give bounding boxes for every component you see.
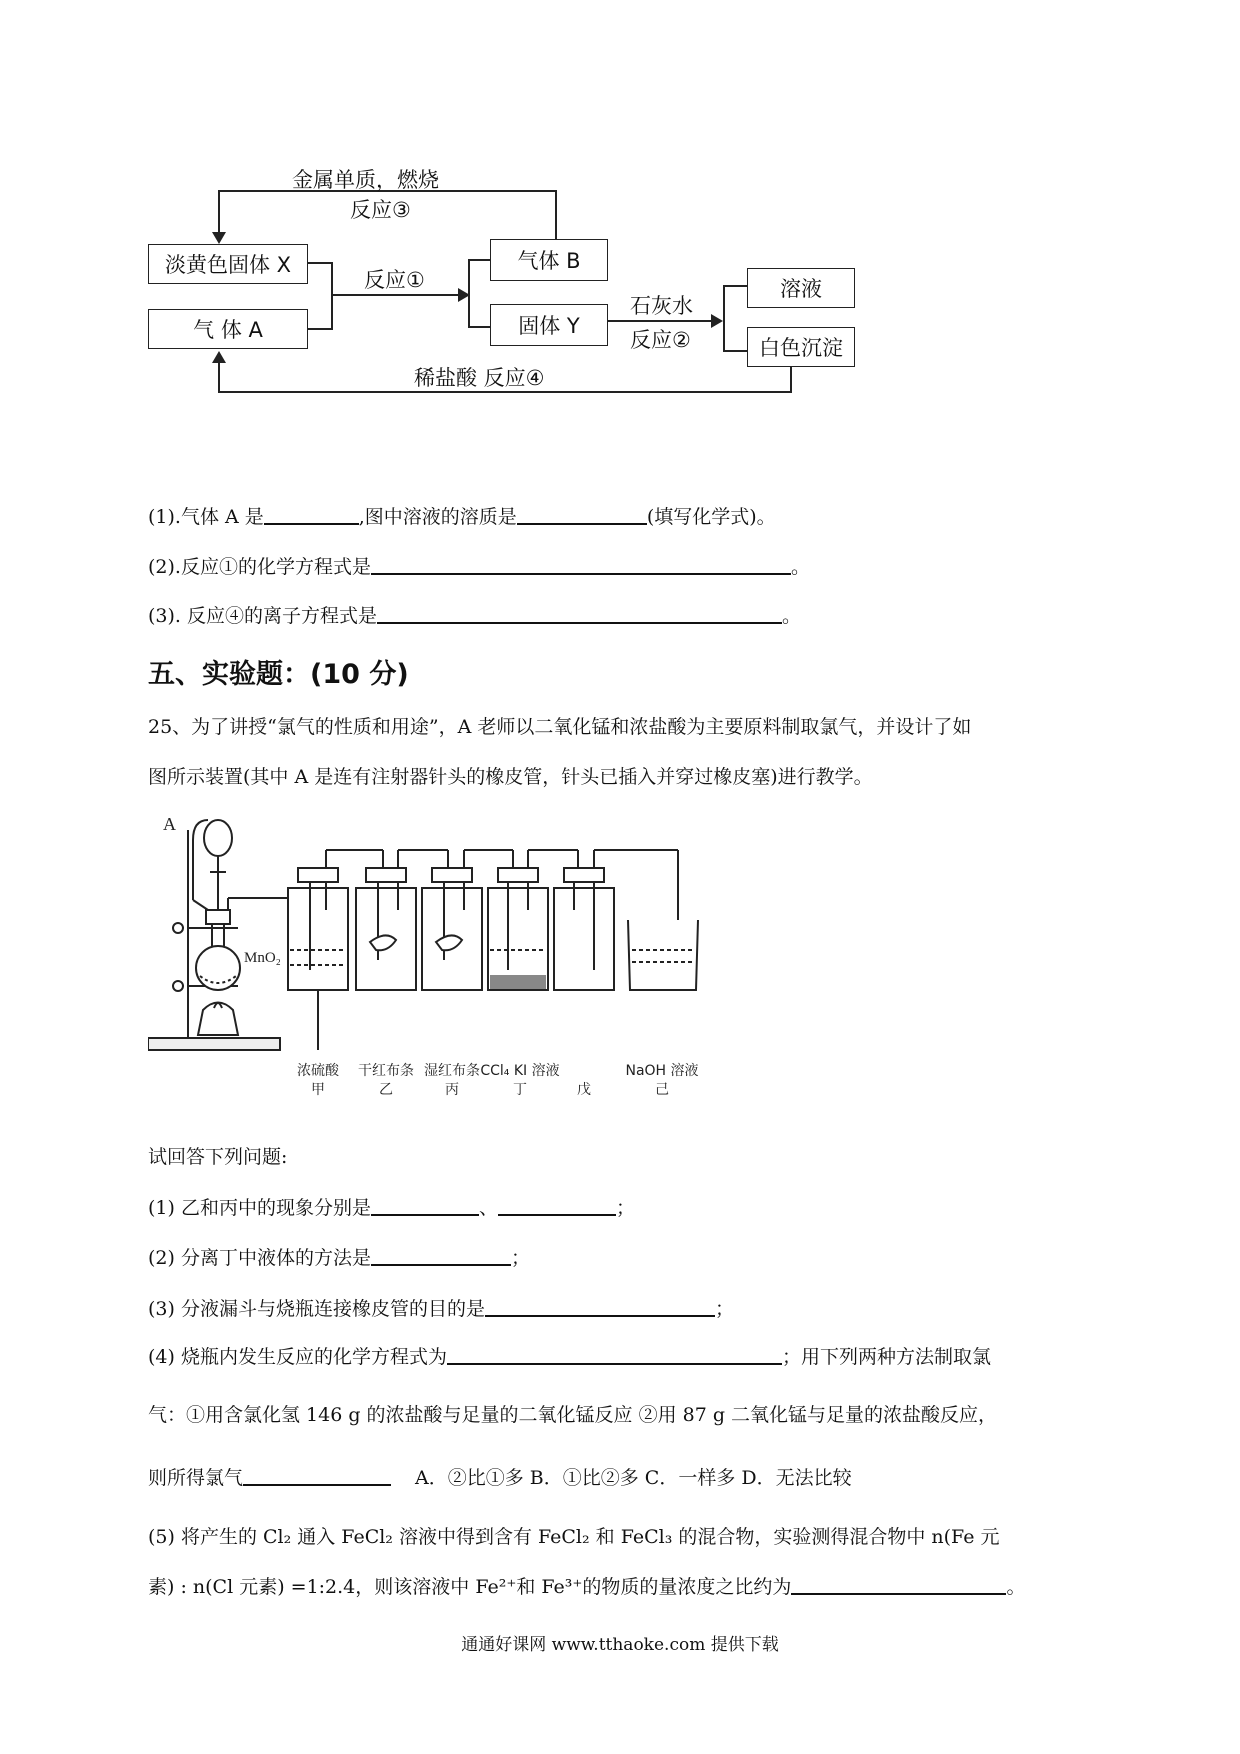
answer-blank[interactable] <box>498 1194 616 1216</box>
bottle-1-top: 浓硫酸 <box>297 1063 339 1079</box>
q25-part-5-line-2 <box>148 1572 1025 1599</box>
question-24-1 <box>148 502 776 529</box>
arrow-down-icon <box>212 232 226 244</box>
q-text: 。 <box>790 556 810 578</box>
q-text: 。 <box>1006 1576 1026 1598</box>
label-mno2: MnO₂ <box>244 950 281 966</box>
connector <box>331 262 333 330</box>
bottle-5 <box>554 888 614 990</box>
answer-blank[interactable] <box>371 1194 479 1216</box>
bottle-2-bottom: 乙 <box>379 1082 393 1098</box>
answer-blank[interactable] <box>264 503 359 525</box>
bottle-2-top: 干红布条 <box>358 1063 414 1079</box>
stand-base <box>148 1038 280 1050</box>
alcohol-lamp <box>198 1003 238 1036</box>
q-text: (1).气体 A 是 <box>148 506 264 528</box>
answer-blank[interactable] <box>517 503 647 525</box>
q-text: 素) : n(Cl 元素) =1:2.4，则该溶液中 Fe²⁺和 Fe³⁺的物质的量浓度之比约为 <box>148 1576 792 1598</box>
q-text: ； <box>615 1197 635 1219</box>
q25-part-4 <box>148 1342 991 1369</box>
limewater-label: 石灰水 <box>630 294 693 318</box>
connector <box>468 326 490 328</box>
bottle-1-bottom: 甲 <box>311 1082 325 1098</box>
separatory-funnel <box>204 820 232 856</box>
box-solution: 溶液 <box>747 268 855 308</box>
top-label-2: 反应③ <box>350 198 411 222</box>
q-text: (4) 烧瓶内发生反应的化学方程式为 <box>148 1346 447 1368</box>
q25-part-2 <box>148 1243 530 1270</box>
page-footer: 通通好课网 www.tthaoke.com 提供下载 <box>461 1635 779 1655</box>
connector <box>723 285 747 287</box>
connector <box>308 328 332 330</box>
apparatus-diagram <box>148 810 758 1100</box>
connector <box>308 262 332 264</box>
connector <box>608 320 712 322</box>
answer-blank[interactable] <box>243 1464 391 1486</box>
arrow-up-icon <box>212 351 226 363</box>
bottle-5-bottom: 戊 <box>577 1082 591 1098</box>
q-text: ； <box>510 1247 530 1269</box>
question-24-2 <box>148 552 810 579</box>
reaction-1-label: 反应① <box>364 268 425 292</box>
q-text: (3) 分液漏斗与烧瓶连接橡皮管的目的是 <box>148 1298 485 1320</box>
connector <box>218 190 220 234</box>
box-solid-y: 固体 Y <box>490 304 608 346</box>
q-text: (2) 分离丁中液体的方法是 <box>148 1247 371 1269</box>
arrow-right-icon <box>711 314 723 328</box>
q25-part-5-line-1: (5) 将产生的 Cl₂ 通入 FeCl₂ 溶液中得到含有 FeCl₂ 和 FeCl₃ 的混合物，实验测得混合物中 n(Fe 元 <box>148 1526 1000 1548</box>
q-text: ,图中溶液的溶质是 <box>358 506 517 528</box>
connector <box>331 294 459 296</box>
box-gas-a: 气 体 A <box>148 309 308 349</box>
beaker-top: NaOH 溶液 <box>625 1063 699 1079</box>
connector <box>723 285 725 351</box>
connector <box>468 259 470 327</box>
beaker-bottom: 己 <box>655 1082 669 1098</box>
q-text: 、 <box>478 1197 498 1219</box>
connector <box>790 367 792 393</box>
q25-part-4-line-2: 气：①用含氯化氢 146 g 的浓盐酸与足量的二氧化锰反应 ②用 87 g 二氧化锰与足量的浓盐酸反应， <box>148 1404 998 1426</box>
q25-part-4-line-3 <box>148 1463 852 1490</box>
bottle-1 <box>288 888 348 990</box>
q-text: ；用下列两种方法制取氯 <box>781 1346 991 1368</box>
bottle-4 <box>488 888 548 990</box>
answer-blank[interactable] <box>485 1295 715 1317</box>
box-white-precipitate: 白色沉淀 <box>747 327 855 367</box>
q-text: 。 <box>782 605 802 627</box>
answer-blank[interactable] <box>377 602 782 624</box>
top-label-1: 金属单质，燃烧 <box>292 168 439 192</box>
bottle-4-top: CCl₄ KI 溶液 <box>480 1063 560 1079</box>
answer-blank[interactable] <box>371 553 791 575</box>
q25-part-1 <box>148 1193 635 1220</box>
section-title: 五、实验题：(10 分) <box>148 659 409 690</box>
q25-line-2: 图所示装置(其中 A 是连有注射器针头的橡皮管，针头已插入并穿过橡皮塞)进行教学。 <box>148 766 873 788</box>
q25-intro: 试回答下列问题: <box>148 1146 288 1168</box>
answer-blank[interactable] <box>371 1244 511 1266</box>
q-text: (2).反应①的化学方程式是 <box>148 556 371 578</box>
q-text: ； <box>714 1298 734 1320</box>
connector <box>723 350 747 352</box>
bottle-4-bottom: 丁 <box>513 1082 527 1098</box>
q-text: (3). 反应④的离子方程式是 <box>148 605 377 627</box>
box-gas-b: 气体 B <box>490 239 608 281</box>
bottle-3-top: 湿红布条 <box>424 1063 480 1079</box>
beaker <box>628 920 698 990</box>
connector <box>555 190 557 240</box>
answer-options: A．②比①多 B．①比②多 C．一样多 D．无法比较 <box>415 1467 852 1489</box>
answer-blank[interactable] <box>447 1343 782 1365</box>
label-a: A <box>163 814 176 834</box>
q25-line-1: 25、为了讲授“氯气的性质和用途”，A 老师以二氧化锰和浓盐酸为主要原料制取氯气，并设计了如 <box>148 716 972 738</box>
bottom-label: 稀盐酸 反应④ <box>414 366 545 390</box>
q-text: (填写化学式)。 <box>646 506 776 528</box>
q-text: (1) 乙和丙中的现象分别是 <box>148 1197 371 1219</box>
reaction-2-label: 反应② <box>630 328 691 352</box>
bottle-3-bottom: 丙 <box>445 1082 459 1098</box>
question-24-3 <box>148 601 801 628</box>
connector <box>218 362 220 393</box>
answer-blank[interactable] <box>791 1573 1006 1595</box>
q-text: 则所得氯气 <box>148 1467 244 1489</box>
box-solid-x: 淡黄色固体 X <box>148 244 308 284</box>
connector <box>468 259 490 261</box>
q25-part-3 <box>148 1294 734 1321</box>
